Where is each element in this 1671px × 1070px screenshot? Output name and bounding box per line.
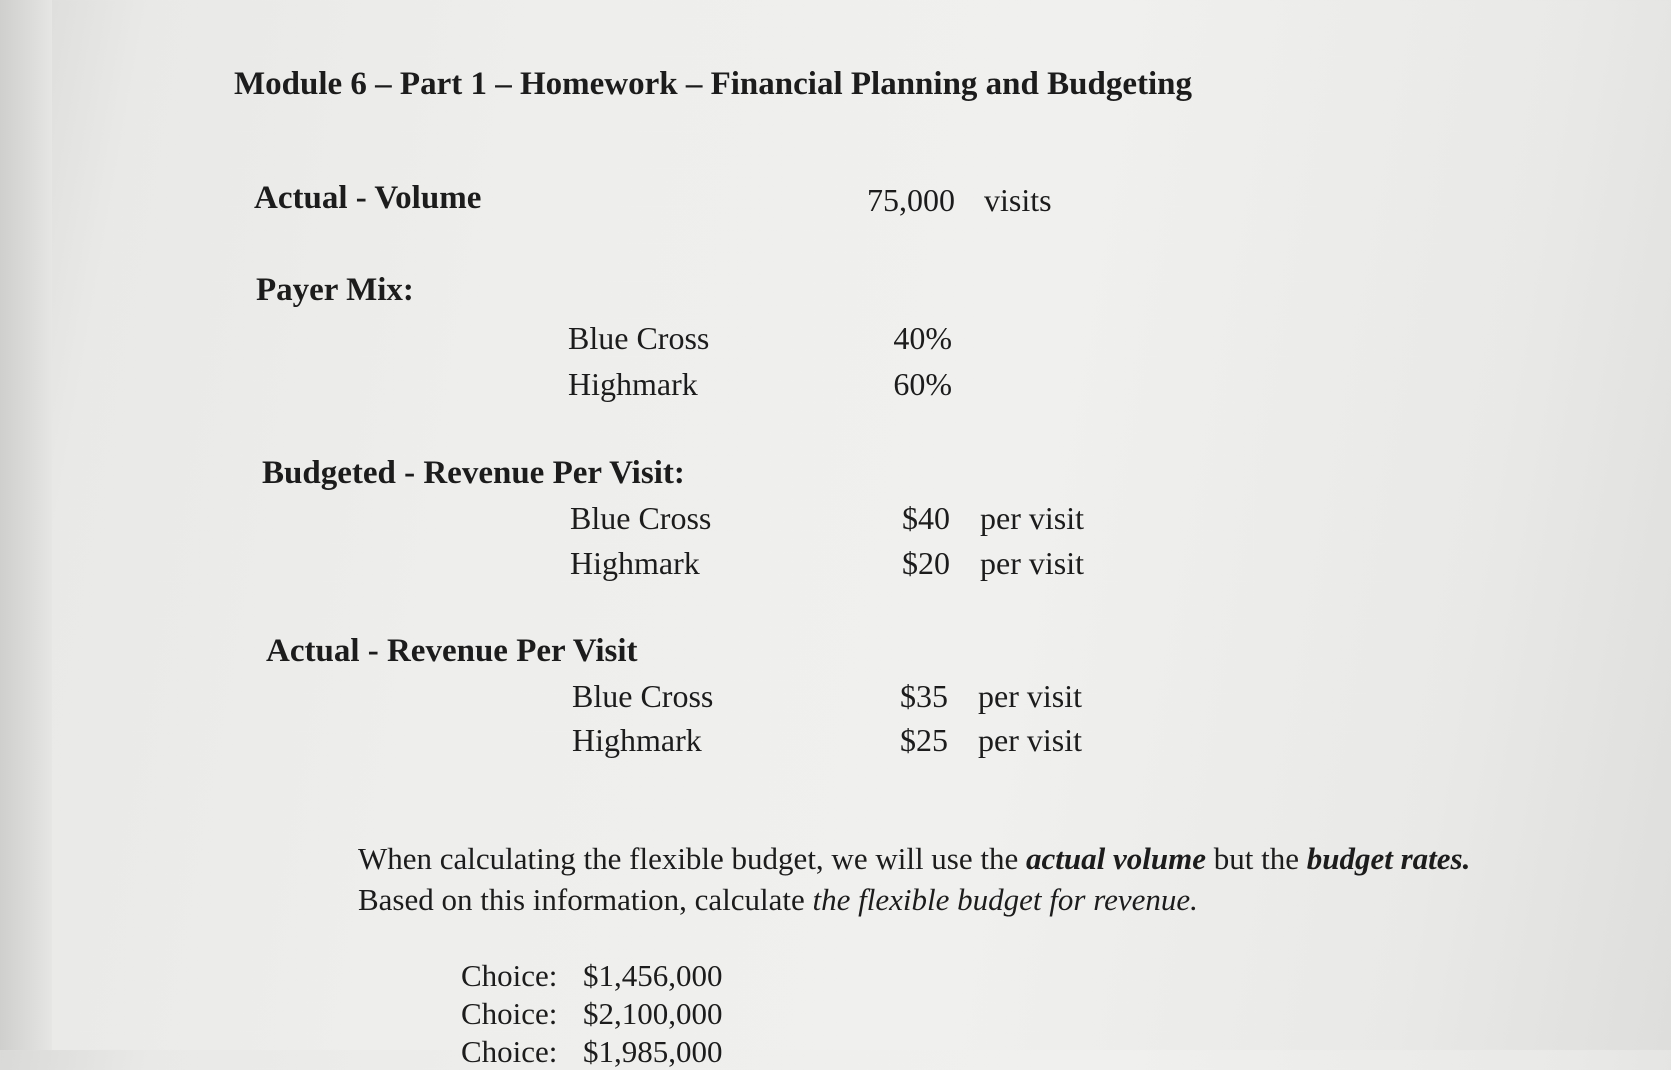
actual-volume-label: Actual - Volume — [254, 180, 482, 216]
choice-label: Choice: — [461, 1034, 558, 1069]
payer-mix-highmark-value: 60% — [893, 366, 952, 402]
payer-mix-blue-cross-value: 40% — [893, 320, 952, 356]
page-left-edge-shadow — [0, 0, 52, 1050]
budgeted-revenue-label: Budgeted - Revenue Per Visit: — [262, 455, 685, 491]
payer-mix-label: Payer Mix: — [256, 272, 414, 308]
emphasis-flexible-budget: the flexible budget for revenue. — [812, 882, 1198, 917]
actual-highmark-label: Highmark — [572, 722, 702, 758]
budgeted-blue-cross-unit: per visit — [980, 500, 1084, 536]
answer-choice-partially-visible[interactable] — [461, 1034, 723, 1069]
payer-mix-highmark-label: Highmark — [568, 366, 698, 402]
instructions-paragraph — [358, 838, 1470, 920]
actual-highmark-unit: per visit — [978, 722, 1082, 758]
instructions-text: Based on this information, calculate — [358, 882, 813, 917]
actual-blue-cross-value: $35 — [900, 678, 948, 714]
answer-choice[interactable] — [461, 996, 723, 1032]
instructions-line-1 — [358, 838, 1470, 879]
choice-value: $1,985,000 — [583, 1034, 723, 1069]
budgeted-blue-cross-value: $40 — [902, 500, 950, 536]
page-title: Module 6 – Part 1 – Homework – Financial Planning and Budgeting — [234, 66, 1192, 102]
actual-blue-cross-label: Blue Cross — [572, 678, 714, 714]
instructions-text: When calculating the flexible budget, we will use the — [358, 841, 1026, 876]
choice-value: $1,456,000 — [583, 958, 723, 993]
emphasis-budget-rates: budget rates. — [1306, 841, 1471, 876]
payer-mix-blue-cross-label: Blue Cross — [568, 320, 710, 356]
actual-volume-value: 75,000 — [867, 182, 955, 218]
choice-value: $2,100,000 — [583, 996, 723, 1031]
budgeted-highmark-unit: per visit — [980, 545, 1084, 581]
answer-choice[interactable] — [461, 958, 723, 994]
budgeted-highmark-label: Highmark — [570, 545, 700, 581]
emphasis-actual-volume: actual volume — [1026, 841, 1206, 876]
actual-highmark-value: $25 — [900, 722, 948, 758]
actual-volume-unit: visits — [984, 182, 1052, 218]
instructions-text: but the — [1205, 841, 1307, 876]
choice-label: Choice: — [461, 958, 558, 993]
budgeted-highmark-value: $20 — [902, 545, 950, 581]
actual-revenue-label: Actual - Revenue Per Visit — [266, 633, 638, 669]
actual-blue-cross-unit: per visit — [978, 678, 1082, 714]
instructions-line-2 — [358, 879, 1470, 920]
choice-label: Choice: — [461, 996, 558, 1031]
budgeted-blue-cross-label: Blue Cross — [570, 500, 712, 536]
